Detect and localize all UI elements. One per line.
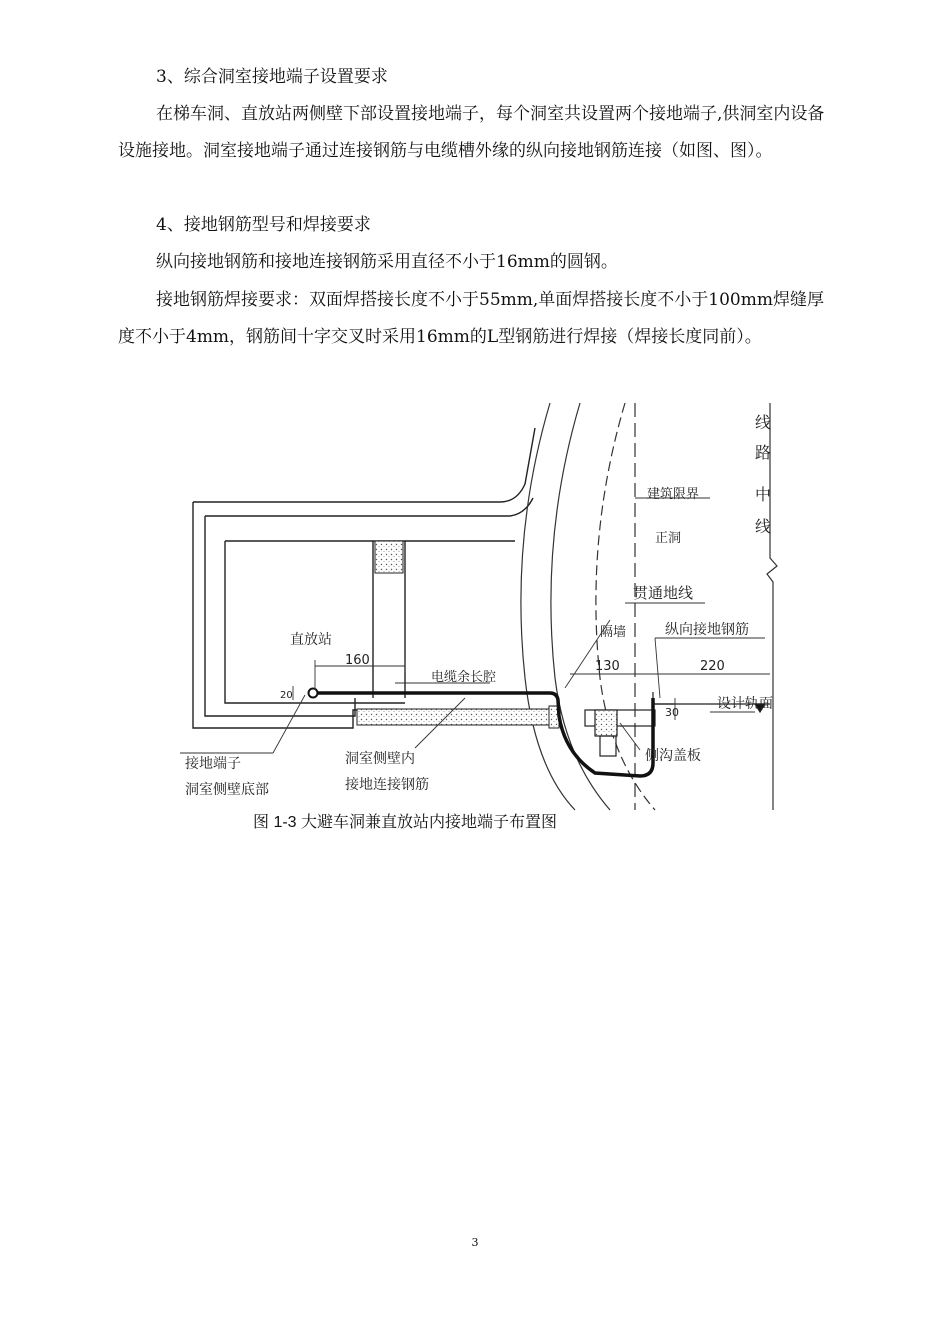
- tunnel-arcs: [521, 403, 655, 810]
- label-main-tunnel: 正洞: [655, 531, 682, 546]
- label-terminal-1: 接地端子: [185, 756, 241, 772]
- route-char-4: 线: [755, 517, 772, 536]
- route-char-3: 中: [755, 485, 772, 504]
- label-side-cover: 侧沟盖板: [645, 748, 701, 764]
- label-cable-cavity: 电缆余长腔: [431, 670, 497, 685]
- section3-heading: 3、综合洞室接地端子设置要求: [156, 67, 388, 87]
- route-char-2: 路: [755, 443, 772, 462]
- label-longitudinal-bar: 纵向接地钢筋: [665, 622, 749, 638]
- dim-220: 220: [700, 659, 725, 674]
- vertical-route-label: [755, 413, 771, 536]
- label-conn-1: 洞室侧壁内: [345, 751, 415, 767]
- dim-30: 30: [665, 706, 679, 719]
- dim-130: 130: [595, 659, 620, 674]
- section3-body: 在梯车洞、直放站两侧壁下部设置接地端子，每个洞室共设置两个接地端子,供洞室内设备设施接地。洞室接地端子通过连接钢筋与电缆槽外缘的纵向接地钢筋连接（如图、图）。: [118, 104, 825, 161]
- label-clearance: 建筑限界: [647, 487, 700, 502]
- label-repeater: 直放站: [290, 632, 332, 648]
- label-rail-top: 设计轨面: [717, 696, 773, 712]
- dim-20: 20: [280, 690, 293, 701]
- grounding-terminal-diagram: [155, 398, 785, 813]
- label-terminal-2: 洞室侧壁底部: [185, 782, 269, 798]
- grounding-terminal-marker: [309, 689, 318, 698]
- cable-slab: [357, 709, 557, 725]
- diagram-svg: [155, 398, 785, 813]
- side-ditch: [585, 692, 675, 756]
- break-line: [767, 403, 777, 810]
- route-char-1: 线: [755, 413, 772, 432]
- label-partition: 隔墙: [600, 625, 627, 640]
- page-number: 3: [471, 1236, 479, 1249]
- section4-body-2: 接地钢筋焊接要求：双面焊搭接长度不小于55mm,单面焊搭接长度不小于100mm焊缝厚度不小于4mm，钢筋间十字交叉时采用16mm的L型钢筋进行焊接（焊接长度同前）。: [118, 290, 824, 347]
- label-conn-2: 接地连接钢筋: [345, 777, 429, 793]
- section4-heading: 4、接地钢筋型号和焊接要求: [156, 215, 371, 235]
- concrete-column: [375, 541, 403, 573]
- dim-160: 160: [345, 653, 370, 668]
- figure-caption: 图 1-3 大避车洞兼直放站内接地端子布置图: [253, 814, 558, 831]
- section4-body-1: 纵向接地钢筋和接地连接钢筋采用直径不小于16mm的圆钢。: [156, 252, 618, 272]
- label-through-ground: 贯通地线: [633, 584, 694, 602]
